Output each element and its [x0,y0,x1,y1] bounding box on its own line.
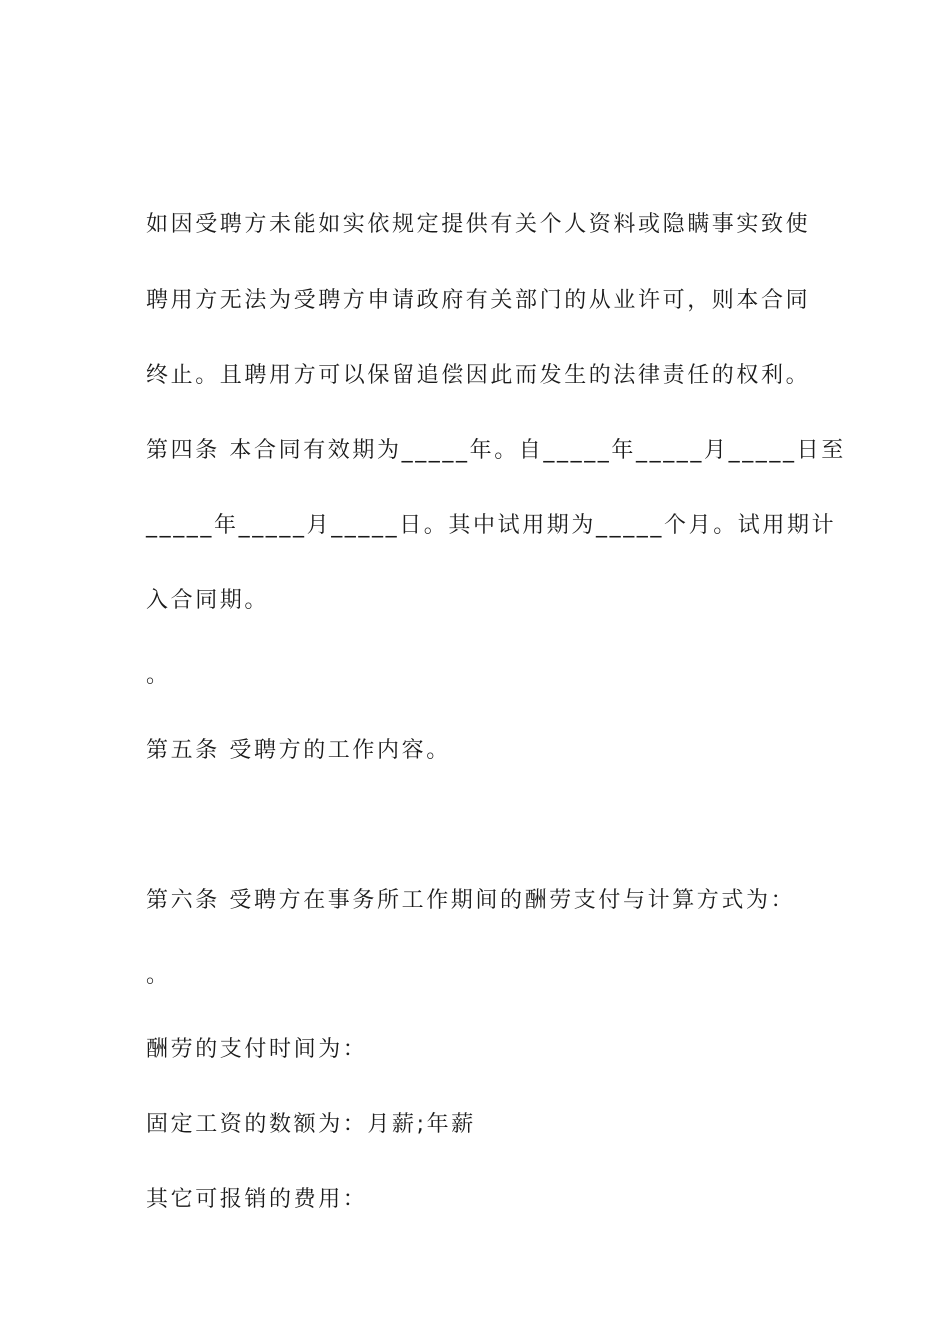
paragraph-line: _____年_____月_____日。其中试用期为_____个月。试用期计 [146,513,837,538]
paragraph-line: 。 [146,963,171,988]
paragraph-line: 酬劳的支付时间为： [146,1037,368,1062]
paragraph-line: 聘用方无法为受聘方申请政府有关部门的从业许可，则本合同 [146,288,811,313]
paragraph-line: 其它可报销的费用： [146,1187,368,1212]
paragraph-line: 固定工资的数额为：月薪;年薪 [146,1112,476,1137]
paragraph-line: 终止。且聘用方可以保留追偿因此而发生的法律责任的权利。 [146,363,811,388]
article-six-line: 第六条 受聘方在事务所工作期间的酬劳支付与计算方式为： [146,888,796,913]
paragraph-line: 。 [146,663,171,688]
paragraph-line: 入合同期。 [146,588,270,613]
article-five-line: 第五条 受聘方的工作内容。 [146,738,451,763]
article-four-line: 第四条 本合同有效期为_____年。自_____年_____月_____日至 [146,438,846,463]
paragraph-line: 如因受聘方未能如实依规定提供有关个人资料或隐瞒事实致使 [146,212,811,237]
